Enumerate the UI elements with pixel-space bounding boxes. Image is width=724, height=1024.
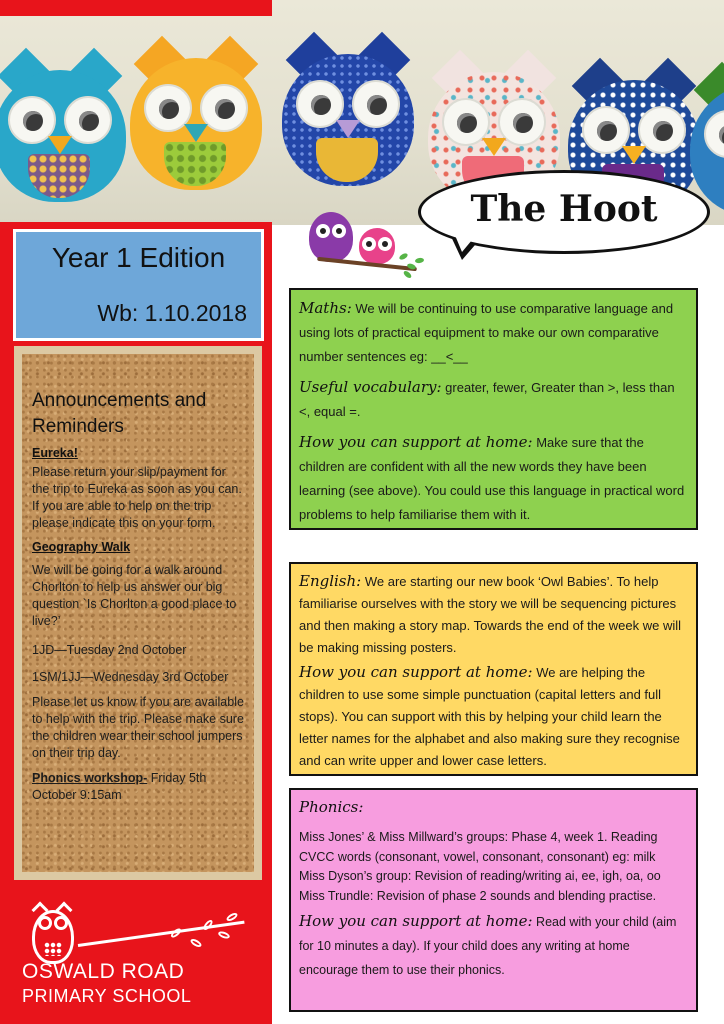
maths-heading: Maths:: [299, 299, 352, 317]
phonics-line-3: Miss Trundle: Revision of phase 2 sounds and blending practise.: [299, 888, 657, 903]
owl-turquoise-icon: [0, 56, 126, 206]
english-heading: English:: [299, 572, 362, 590]
school-name-line2: PRIMARY SCHOOL: [22, 986, 192, 1006]
phonics-section: [289, 788, 698, 1012]
announcements-title: Announcements and Reminders: [32, 390, 207, 437]
help-request-text: Please let us know if you are available to help with the trip. Please make sure the children wear their school jumpers on their trip day.: [32, 695, 244, 760]
owl-pair-on-branch-icon: [303, 210, 429, 282]
phonics-workshop-heading: Phonics workshop-: [32, 771, 148, 785]
english-support-text: We are helping the children to use some simple punctuation (capital letters and full stops). You can support with this by helping your child learn the letter names for the alphabet and also making sure they recognise and can write upper and lower case letters.: [299, 665, 680, 768]
edition-panel: [13, 229, 264, 341]
walk-date-1: 1JD—Tuesday 2nd October: [32, 643, 187, 657]
school-name-line1: OSWALD ROAD: [22, 960, 185, 983]
school-logo: [20, 900, 260, 1018]
phonics-line-1: Miss Jones’ & Miss Millward’s groups: Phase 4, week 1. Reading CVCC words (consonant, vowel, consonant, consonant) eg: milk: [299, 830, 658, 864]
week-beginning-date: Wb: 1.10.2018: [97, 300, 247, 326]
maths-intro: We will be continuing to use comparative language and using lots of practical equipment to make our own comparative number sentences eg: __<__: [299, 301, 674, 364]
vocab-text: greater, fewer, Greater than >, less than <, equal =.: [299, 380, 675, 419]
owl-blue-icon: [282, 40, 414, 190]
eureka-heading: Eureka!: [32, 446, 78, 460]
phonics-workshop-date: Friday 5th October 9:15am: [32, 771, 207, 802]
walk-date-2: 1SM/1JJ—Wednesday 3rd October: [32, 670, 229, 684]
owl-orange-icon: [130, 44, 262, 194]
announcements-corkboard: [14, 346, 262, 880]
phonics-heading: Phonics:: [299, 798, 364, 816]
english-support-heading: How you can support at home:: [299, 663, 533, 681]
phonics-support-heading: How you can support at home:: [299, 912, 533, 930]
maths-support-text: Make sure that the children are confident with all the new words they have been learning (see above). You could use this language in practical word problems to help familiarise them with it.: [299, 435, 685, 522]
english-section: [289, 562, 698, 776]
phonics-support-text: Read with your child (aim for 10 minutes a day). If your child does any writing at home encourage them to use their phonics.: [299, 915, 677, 977]
maths-section: [289, 288, 698, 530]
vocab-heading: Useful vocabulary:: [299, 378, 442, 396]
english-intro: We are starting our new book ‘Owl Babies’. To help familiarise ourselves with the story we will be sequencing pictures and then making a story map. Towards the end of the week we will be making missing posters.: [299, 574, 682, 655]
eureka-text: Please return your slip/payment for the trip to Eureka as soon as you can. If you are able to help on the trip please indicate this on your form.: [32, 465, 242, 530]
red-top-strip: [0, 0, 272, 16]
phonics-line-2: Miss Dyson’s group: Revision of reading/writing ai, ee, igh, oa, oo: [299, 869, 661, 883]
edition-title: Year 1 Edition: [51, 242, 226, 273]
geography-text: We will be going for a walk around Chorlton to help us answer our big question `Is Chorlton a good place to live?’: [32, 563, 237, 628]
geography-heading: Geography Walk: [32, 540, 131, 554]
maths-support-heading: How you can support at home:: [299, 433, 533, 451]
newsletter-title: The Hoot: [470, 188, 658, 230]
school-owl-logo-icon: [30, 902, 76, 966]
